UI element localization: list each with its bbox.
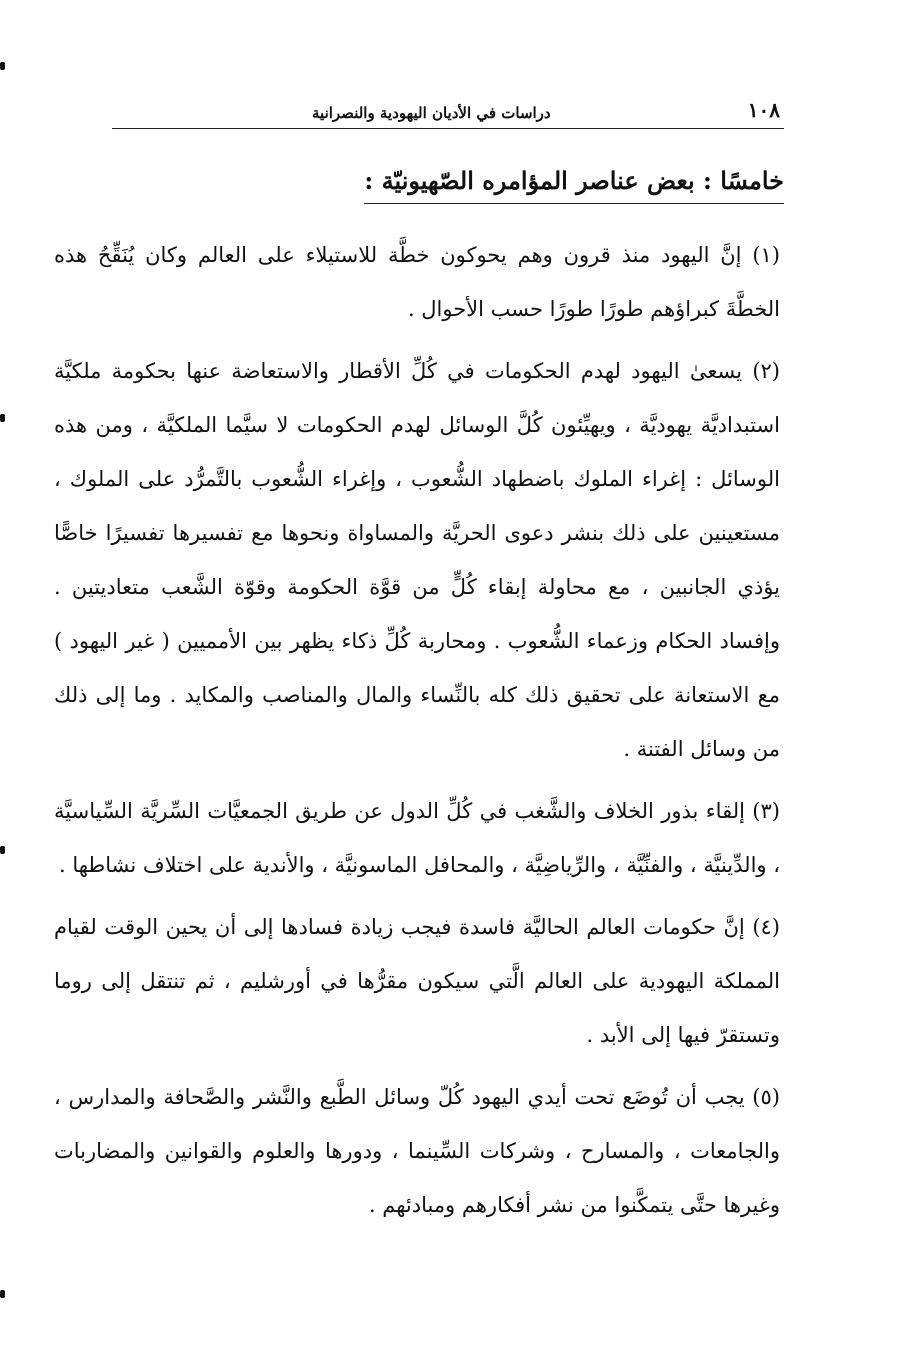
paragraph-2: (٢) يسعىٰ اليهود لهدم الحكومات في كُلِّ الأقطار والاستعاضة عنها بحكومة ملكيَّة استبداديَّة يهوديَّة ، ويهيِّئون كُلَّ الوسائل لهدم الحكومات لا سيَّما الملكيَّة ، ومن هذه الوسائل : إغراء الملوك باضطهاد الشُّعوب ، وإغراء الشُّعوب بالتَّمرُّد على الملوك ، مستعينين على ذلك بنشر دعوى الحريَّة والمساواة ونحوها مع تفسيرها تفسيرًا خاصًّا يؤذي الجانبين ، مع محاولة إبقاء كُلٍّ من قوَّة الحكومة وقوّة الشَّعب متعاديتين . وإفساد الحكام وزعماء الشُّعوب . ومحاربة كُلِّ ذكاء يظهر بين الأمميين ( غير اليهود ) مع الاستعانة على تحقيق ذلك كله بالنِّساء والمال والمناصب والمكايد . وما إلى ذلك من وسائل الفتنة . [54, 359, 780, 761]
paragraph-1: (١) إنَّ اليهود منذ قرون وهم يحوكون خطَّة للاستيلاء على العالم وكان يُنَقِّحُ هذه الخطَّةَ كبراؤهم طورًا طورًا حسب الأحوال . [54, 243, 780, 321]
paragraph-3: (٣) إلقاء بذور الخلاف والشَّغب في كُلِّ الدول عن طريق الجمعيَّات السِّريَّة السِّياسيَّة ، والدِّينيَّة ، والفنِّيَّة ، والرِّياضِيَّة ، والمحافل الماسونيَّة ، والأندية على اختلاف نشاطها . [54, 799, 780, 877]
scan-margin-mark [0, 846, 5, 854]
running-header [112, 92, 784, 129]
section-title: خامسًا : بعض عناصر المؤامره الصّهيونيّة : [364, 166, 784, 204]
scan-margin-mark [0, 414, 5, 422]
page-number: ١٠٨ [747, 98, 780, 122]
scan-margin-mark [0, 1290, 5, 1298]
body-text [54, 228, 780, 1240]
paragraph-5: (٥) يجب أن تُوضَع تحت أيدي اليهود كُلّ وسائل الطَّبع والنَّشر والصَّحافة والمدارس ، والجامعات ، والمسارح ، وشركات السِّينما ، ودورها والعلوم والقوانين والمضاربات وغيرها حتَّى يتمكَّنوا من نشر أفكارهم ومبادئهم . [54, 1085, 780, 1217]
running-title: دراسات في الأديان اليهودية والنصرانية [312, 104, 551, 122]
scan-margin-mark [0, 62, 5, 70]
paragraph-4: (٤) إنَّ حكومات العالم الحاليَّة فاسدة فيجب زيادة فسادها إلى أن يحين الوقت لقيام المملكة اليهودية على العالم الَّتي سيكون مقرُّها في أورشليم ، ثم تنتقل إلى روما وتستقرّ فيها إلى الأبد . [54, 915, 780, 1047]
